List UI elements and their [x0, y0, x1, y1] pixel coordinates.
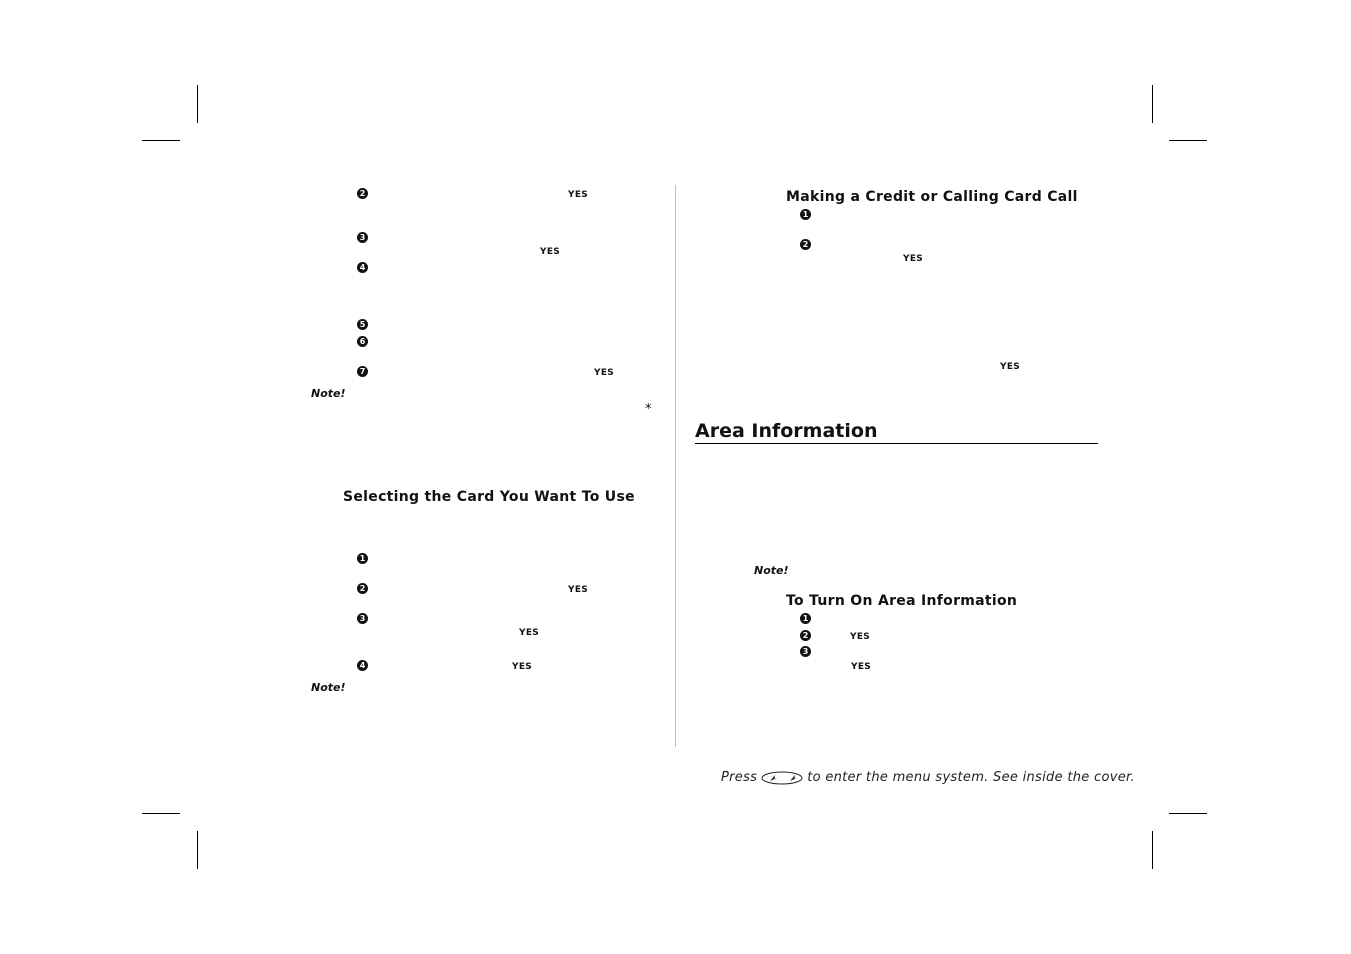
yes-key-label: YES [512, 662, 533, 672]
step-number: 1 [357, 553, 368, 564]
step-number: 3 [357, 613, 368, 624]
yes-key-label: YES [540, 247, 561, 257]
note-label: Note! [754, 564, 789, 577]
crop-mark [1169, 140, 1207, 141]
section-title: Making a Credit or Calling Card Call [786, 189, 1078, 205]
note-label: Note! [311, 681, 346, 694]
yes-key-label: YES [594, 368, 615, 378]
step-number: 2 [800, 630, 811, 641]
crop-mark [1152, 831, 1153, 869]
section-title: Selecting the Card You Want To Use [343, 489, 635, 505]
yes-key-label: YES [851, 662, 872, 672]
step-number: 3 [357, 232, 368, 243]
column-divider [675, 185, 676, 747]
crop-mark [197, 831, 198, 869]
note-label: Note! [311, 387, 346, 400]
footer-instruction [721, 770, 1135, 785]
step-number: 5 [357, 319, 368, 330]
yes-key-label: YES [1000, 362, 1021, 372]
menu-key-icon [761, 771, 803, 785]
yes-key-label: YES [519, 628, 540, 638]
step-number: 2 [800, 239, 811, 250]
footer-text-before: Press [721, 770, 758, 785]
yes-key-label: YES [850, 632, 871, 642]
yes-key-label: YES [568, 585, 589, 595]
crop-mark [197, 85, 198, 123]
yes-key-label: YES [903, 254, 924, 264]
crop-mark [1169, 813, 1207, 814]
step-number: 1 [800, 209, 811, 220]
step-number: 7 [357, 366, 368, 377]
footer-text-after: to enter the menu system. See inside the cover. [807, 770, 1135, 785]
step-number: 2 [357, 188, 368, 199]
yes-key-label: YES [568, 190, 589, 200]
step-number: 4 [357, 660, 368, 671]
step-number: 2 [357, 583, 368, 594]
area-information-heading: Area Information [695, 420, 1098, 444]
crop-mark [142, 813, 180, 814]
crop-mark [1152, 85, 1153, 123]
asterisk: * [645, 402, 652, 417]
subsection-title: To Turn On Area Information [786, 593, 1018, 609]
step-number: 1 [800, 613, 811, 624]
crop-mark [142, 140, 180, 141]
step-number: 3 [800, 646, 811, 657]
step-number: 6 [357, 336, 368, 347]
step-number: 4 [357, 262, 368, 273]
